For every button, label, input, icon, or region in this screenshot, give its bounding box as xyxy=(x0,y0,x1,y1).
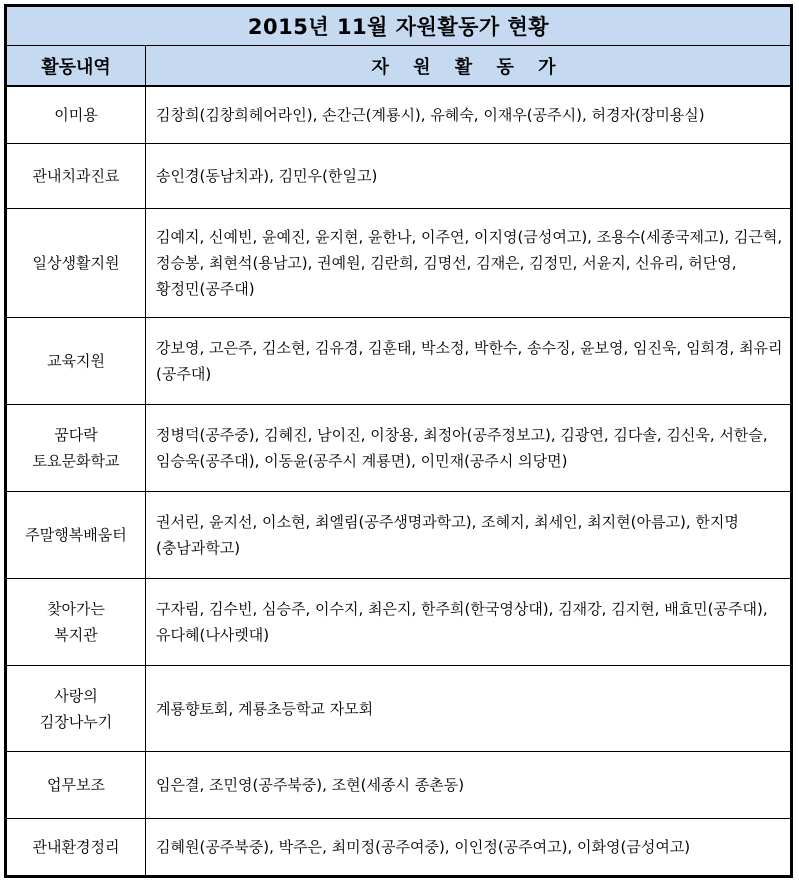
table-row xyxy=(7,209,791,317)
volunteers-column-header: 자 원 활 동 가 xyxy=(146,46,791,87)
volunteers-cell: 구자림, 김수빈, 심승주, 이수지, 최은지, 한주희(한국영상대), 김재강, 김지현, 배효민(공주대), 유다혜(나사렛대) xyxy=(146,578,791,665)
volunteers-cell: 김혜원(공주북중), 박주은, 최미정(공주여중), 이인정(공주여고), 이화영(금성여고) xyxy=(146,818,791,875)
activity-cell: 사랑의 김장나누기 xyxy=(7,666,146,752)
table-row xyxy=(7,752,791,818)
table-row xyxy=(7,492,791,578)
activity-cell: 이미용 xyxy=(7,86,146,143)
volunteers-cell: 임은결, 조민영(공주북중), 조현(세종시 종촌동) xyxy=(146,752,791,818)
table-row xyxy=(7,578,791,665)
table-row xyxy=(7,818,791,875)
activity-column-header: 활동내역 xyxy=(7,46,146,87)
volunteers-cell: 권서린, 윤지선, 이소현, 최엘림(공주생명과학고), 조혜지, 최세인, 최지현(아름고), 한지명(충남과학고) xyxy=(146,492,791,578)
activity-cell: 관내치과진료 xyxy=(7,143,146,208)
activity-cell: 업무보조 xyxy=(7,752,146,818)
activity-cell: 교육지원 xyxy=(7,317,146,404)
activity-cell: 찾아가는 복지관 xyxy=(7,578,146,665)
activity-cell: 관내환경정리 xyxy=(7,818,146,875)
table-row xyxy=(7,86,791,143)
table-row xyxy=(7,143,791,208)
title-row xyxy=(7,7,791,46)
volunteers-cell: 강보영, 고은주, 김소현, 김유경, 김훈태, 박소정, 박한수, 송수징, 윤보영, 임진욱, 임희경, 최유리(공주대) xyxy=(146,317,791,404)
activity-cell: 주말행복배움터 xyxy=(7,492,146,578)
header-row xyxy=(7,46,791,87)
activity-cell: 일상생활지원 xyxy=(7,209,146,317)
table-row xyxy=(7,317,791,404)
activity-cell: 꿈다락 토요문화학교 xyxy=(7,404,146,491)
volunteers-cell: 송인경(동남치과), 김민우(한일고) xyxy=(146,143,791,208)
table-row xyxy=(7,666,791,752)
volunteer-status-table xyxy=(6,6,791,876)
table-title: 2015년 11월 자원활동가 현황 xyxy=(7,7,791,46)
volunteers-cell: 김창희(김창희헤어라인), 손간근(계룡시), 유혜숙, 이재우(공주시), 허경자(장미용실) xyxy=(146,86,791,143)
table-row xyxy=(7,404,791,491)
volunteers-cell: 김예지, 신예빈, 윤예진, 윤지현, 윤한나, 이주연, 이지영(금성여고), 조용수(세종국제고), 김근혁, 정승봉, 최현석(용남고), 권예원, 김란희, 김명선, 김재은, 김정민, 서윤지, 신유리, 허단영, 황정민(공주대) xyxy=(146,209,791,317)
volunteer-status-table-frame xyxy=(4,4,793,878)
volunteers-cell: 계룡향토회, 계룡초등학교 자모회 xyxy=(146,666,791,752)
volunteers-cell: 정병덕(공주중), 김혜진, 남이진, 이창용, 최정아(공주정보고), 김광연, 김다솔, 김신욱, 서한슬, 임승욱(공주대), 이동윤(공주시 계룡면), 이민재(공주시 의당면) xyxy=(146,404,791,491)
